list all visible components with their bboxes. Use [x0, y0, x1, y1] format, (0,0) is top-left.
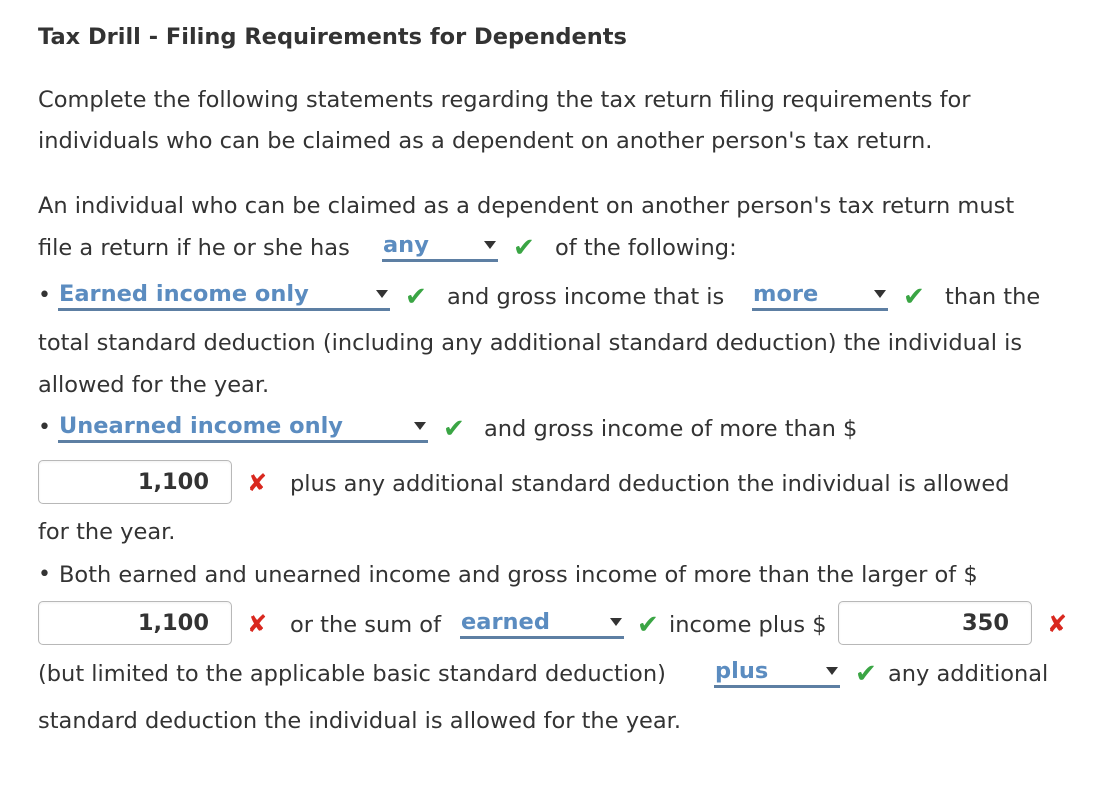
chevron-down-icon: [376, 290, 388, 298]
dropdown-value: earned: [461, 609, 550, 635]
input-value: 350: [962, 610, 1009, 636]
dropdown-value: more: [753, 281, 819, 307]
unearned-threshold-input[interactable]: [38, 460, 232, 504]
correct-check-icon: ✔: [513, 233, 535, 263]
income-kind-dropdown[interactable]: [460, 611, 624, 639]
bullet3-line-3-prefix: (but limited to the applicable basic standard deduction): [38, 661, 666, 687]
bullet1-text-a: and gross income that is: [447, 284, 725, 310]
dropdown-value: any: [383, 232, 429, 258]
bullet1-line-3: allowed for the year.: [38, 372, 270, 398]
correct-check-icon: ✔: [855, 659, 877, 689]
input-value: 1,100: [137, 469, 209, 495]
bullet1-line-2: total standard deduction (including any additional standard deduction) the individual is: [38, 330, 1023, 356]
incorrect-x-icon: ✘: [247, 610, 268, 638]
statement-line-2-suffix: of the following:: [555, 235, 737, 261]
comparison-dropdown[interactable]: [752, 283, 888, 311]
statement-line-2-prefix: file a return if he or she has: [38, 235, 350, 261]
incorrect-x-icon: ✘: [1047, 610, 1068, 638]
intro-line-1: Complete the following statements regarding the tax return filing requirements for: [38, 87, 971, 113]
larger-of-amount-input[interactable]: [38, 601, 232, 645]
plus-amount-input[interactable]: [838, 601, 1032, 645]
bullet-icon: •: [38, 283, 51, 308]
chevron-down-icon: [826, 667, 838, 675]
correct-check-icon: ✔: [903, 282, 925, 312]
bullet1-text-b: than the: [945, 284, 1041, 310]
bullet2-text-b: plus any additional standard deduction the individual is allowed: [290, 471, 1010, 497]
dropdown-value: Earned income only: [59, 281, 309, 307]
income-type-dropdown-1[interactable]: [58, 283, 390, 311]
chevron-down-icon: [610, 618, 622, 626]
income-type-dropdown-2[interactable]: [58, 415, 428, 443]
chevron-down-icon: [874, 290, 886, 298]
bullet3-line-3-suffix: any additional: [888, 661, 1049, 687]
chevron-down-icon: [484, 241, 496, 249]
chevron-down-icon: [414, 422, 426, 430]
bullet-icon: •: [38, 562, 51, 587]
dropdown-value: plus: [715, 658, 769, 684]
correct-check-icon: ✔: [405, 282, 427, 312]
bullet2-text-a: and gross income of more than $: [484, 416, 858, 442]
bullet3-text-a: or the sum of: [290, 612, 441, 638]
statement-line-1: An individual who can be claimed as a dependent on another person's tax return must: [38, 193, 1015, 219]
bullet3-line-4: standard deduction the individual is allowed for the year.: [38, 708, 681, 734]
bullet2-line-3: for the year.: [38, 519, 176, 545]
bullet3-line-1: Both earned and unearned income and gross income of more than the larger of $: [59, 562, 978, 588]
page-title: Tax Drill - Filing Requirements for Dependents: [38, 24, 627, 50]
correct-check-icon: ✔: [443, 414, 465, 444]
dropdown-value: Unearned income only: [59, 413, 343, 439]
incorrect-x-icon: ✘: [247, 469, 268, 497]
intro-line-2: individuals who can be claimed as a dependent on another person's tax return.: [38, 128, 933, 154]
correct-check-icon: ✔: [637, 610, 659, 640]
bullet-icon: •: [38, 415, 51, 440]
plus-dropdown[interactable]: [714, 660, 840, 688]
input-value: 1,100: [137, 610, 209, 636]
has-quantifier-dropdown[interactable]: [382, 234, 498, 262]
bullet3-text-b: income plus $: [669, 612, 827, 638]
